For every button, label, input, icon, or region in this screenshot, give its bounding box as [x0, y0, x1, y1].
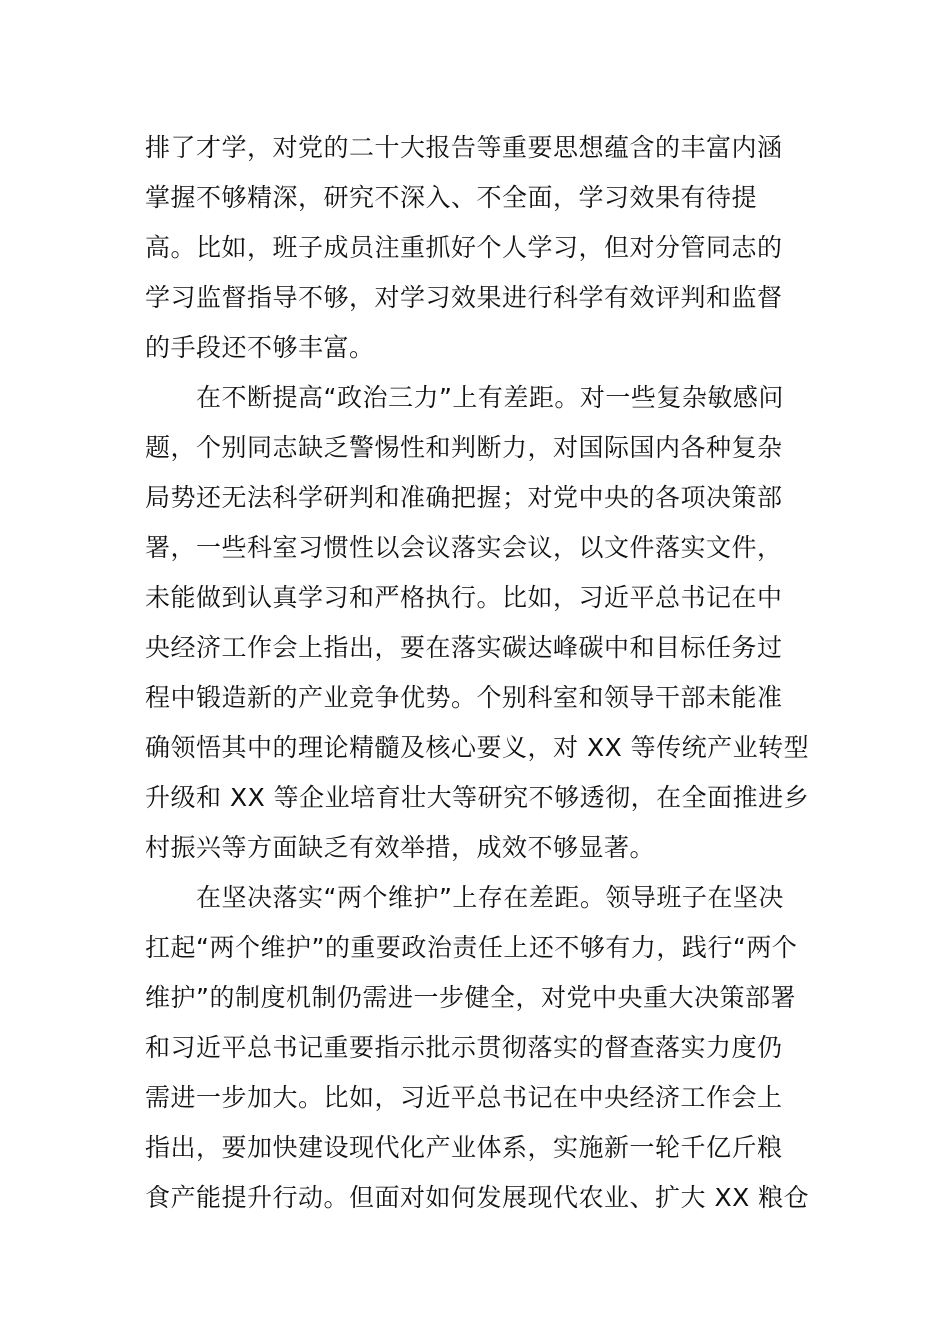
text-line: 未能做到认真学习和严格执行。比如，习近平总书记在中 [145, 583, 783, 612]
text-line: 需进一步加大。比如，习近平总书记在中央经济工作会上 [145, 1083, 783, 1112]
text-line: 程中锻造新的产业竞争优势。个别科室和领导干部未能准 [145, 683, 783, 712]
text-line: 学习监督指导不够，对学习效果进行科学有效评判和监督 [145, 283, 783, 312]
text-line: 高。比如，班子成员注重抓好个人学习，但对分管同志的 [145, 233, 783, 262]
text-line: 升级和 XX 等企业培育壮大等研究不够透彻，在全面推进乡 [145, 783, 810, 812]
text-line: 排了才学，对党的二十大报告等重要思想蕴含的丰富内涵 [145, 133, 783, 162]
text-line: 央经济工作会上指出，要在落实碳达峰碳中和目标任务过 [145, 633, 783, 662]
text-line: 确领悟其中的理论精髓及核心要义，对 XX 等传统产业转型 [145, 733, 810, 762]
text-line: 扛起“两个维护”的重要政治责任上还不够有力，践行“两个 [145, 933, 798, 962]
text-line: 和习近平总书记重要指示批示贯彻落实的督查落实力度仍 [145, 1033, 783, 1062]
text-line: 局势还无法科学研判和准确把握；对党中央的各项决策部 [145, 483, 783, 512]
text-line: 食产能提升行动。但面对如何发展现代农业、扩大 XX 粮仓 [145, 1183, 810, 1212]
text-line: 署，一些科室习惯性以会议落实会议，以文件落实文件， [145, 533, 783, 562]
text-line: 题，个别同志缺乏警惕性和判断力，对国际国内各种复杂 [145, 433, 783, 462]
text-line: 村振兴等方面缺乏有效举措，成效不够显著。 [145, 833, 656, 862]
paragraph-start-line: 在不断提高“政治三力”上有差距。对一些复杂敏感问 [145, 383, 784, 412]
body-text [145, 123, 815, 1223]
text-line: 维护”的制度机制仍需进一步健全，对党中央重大决策部署 [145, 983, 796, 1012]
text-line: 指出，要加快建设现代化产业体系，实施新一轮千亿斤粮 [145, 1133, 783, 1162]
text-line: 的手段还不够丰富。 [145, 333, 375, 362]
text-line: 掌握不够精深，研究不深入、不全面，学习效果有待提 [145, 183, 758, 212]
paragraph-start-line: 在坚决落实“两个维护”上存在差距。领导班子在坚决 [145, 883, 784, 912]
